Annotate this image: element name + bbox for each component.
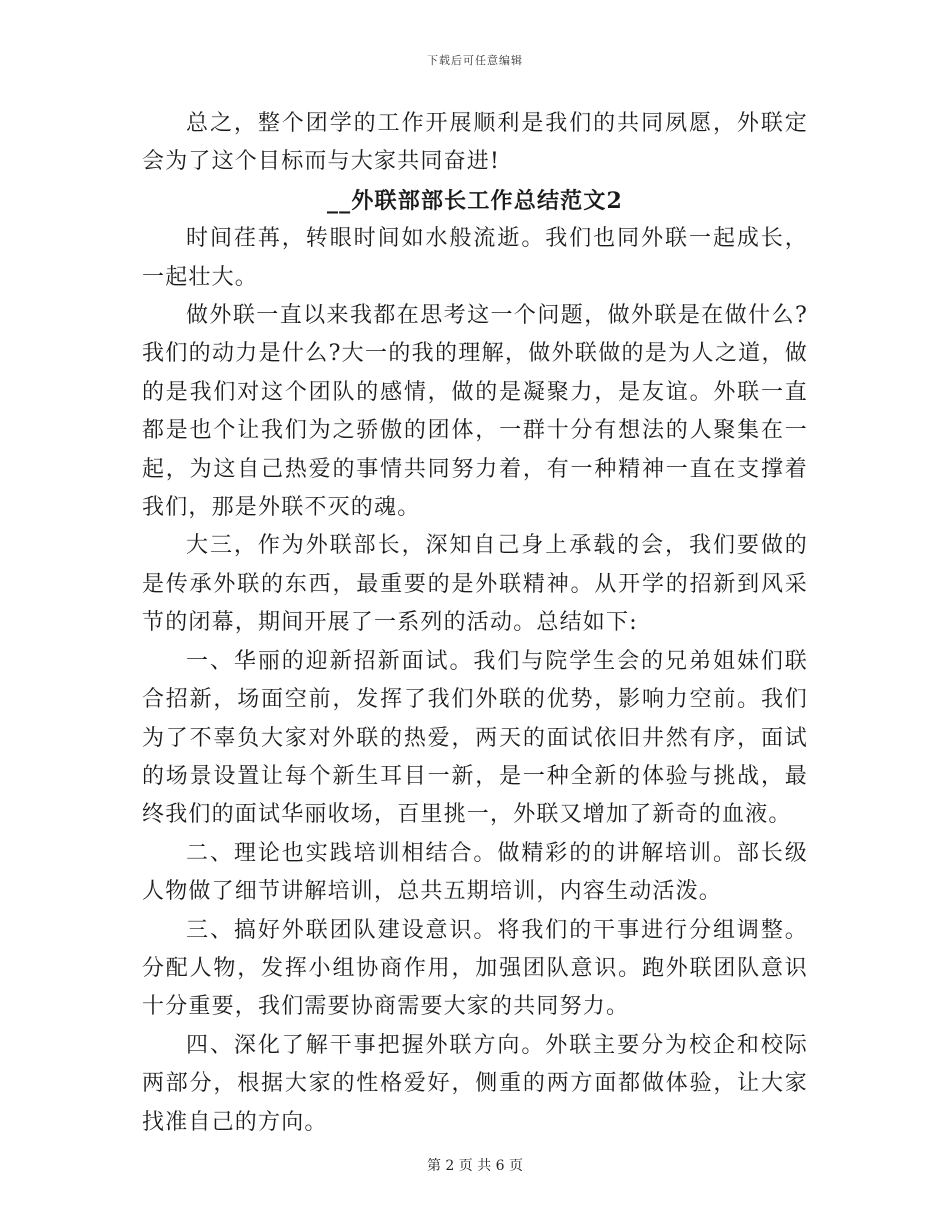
paragraph-3: 大三，作为外联部长，深知自己身上承载的会，我们要做的是传承外联的东西，最重要的是外联精神。从开学的招新到风采节的闭幕，期间开展了一系列的活动。总结如下:	[142, 533, 808, 636]
paragraph-item-1: 一、华丽的迎新招新面试。我们与院学生会的兄弟姐妹们联合招新，场面空前，发挥了我们外联的优势，影响力空前。我们为了不辜负大家对外联的热爱，两天的面试依旧井然有序，面试的场景设置让每个新生耳目一新，是一种全新的体验与挑战，最终我们的面试华丽收场，百里挑一，外联又增加了新奇的血液。	[142, 648, 808, 828]
paragraph-2: 做外联一直以来我都在思考这一个问题，做外联是在做什么?我们的动力是什么?大一的我的理解，做外联做的是为人之道，做的是我们对这个团队的感情，做的是凝聚力，是友谊。外联一直都是也个让我们为之骄傲的团体，一群十分有想法的人聚集在一起，为这自己热爱的事情共同努力着，有一种精神一直在支撑着我们，那是外联不灭的魂。	[142, 303, 808, 521]
section-title: __外联部部长工作总结范文2	[326, 187, 624, 214]
page-number: 第 2 页 共 6 页	[426, 1158, 524, 1174]
paragraph-item-4: 四、深化了解干事把握外联方向。外联主要分为校企和校际两部分，根据大家的性格爱好，侧重的两方面都做体验，让大家找准自己的方向。	[142, 1032, 808, 1135]
paragraph-1: 时间荏苒，转眼时间如水般流逝。我们也同外联一起成长，一起壮大。	[142, 226, 808, 290]
document-body	[142, 105, 808, 1142]
paragraph-item-2: 二、理论也实践培训相结合。做精彩的的讲解培训。部长级人物做了细节讲解培训，总共五期培训，内容生动活泼。	[142, 840, 808, 905]
paragraph-item-3: 三、搞好外联团队建设意识。将我们的干事进行分组调整。分配人物，发挥小组协商作用，加强团队意识。跑外联团队意识十分重要，我们需要协商需要大家的共同努力。	[142, 917, 808, 1020]
paragraph-conclusion: 总之，整个团学的工作开展顺利是我们的共同夙愿，外联定会为了这个目标而与大家共同奋进!	[142, 111, 808, 175]
header-note: 下载后可任意编辑	[427, 54, 523, 67]
